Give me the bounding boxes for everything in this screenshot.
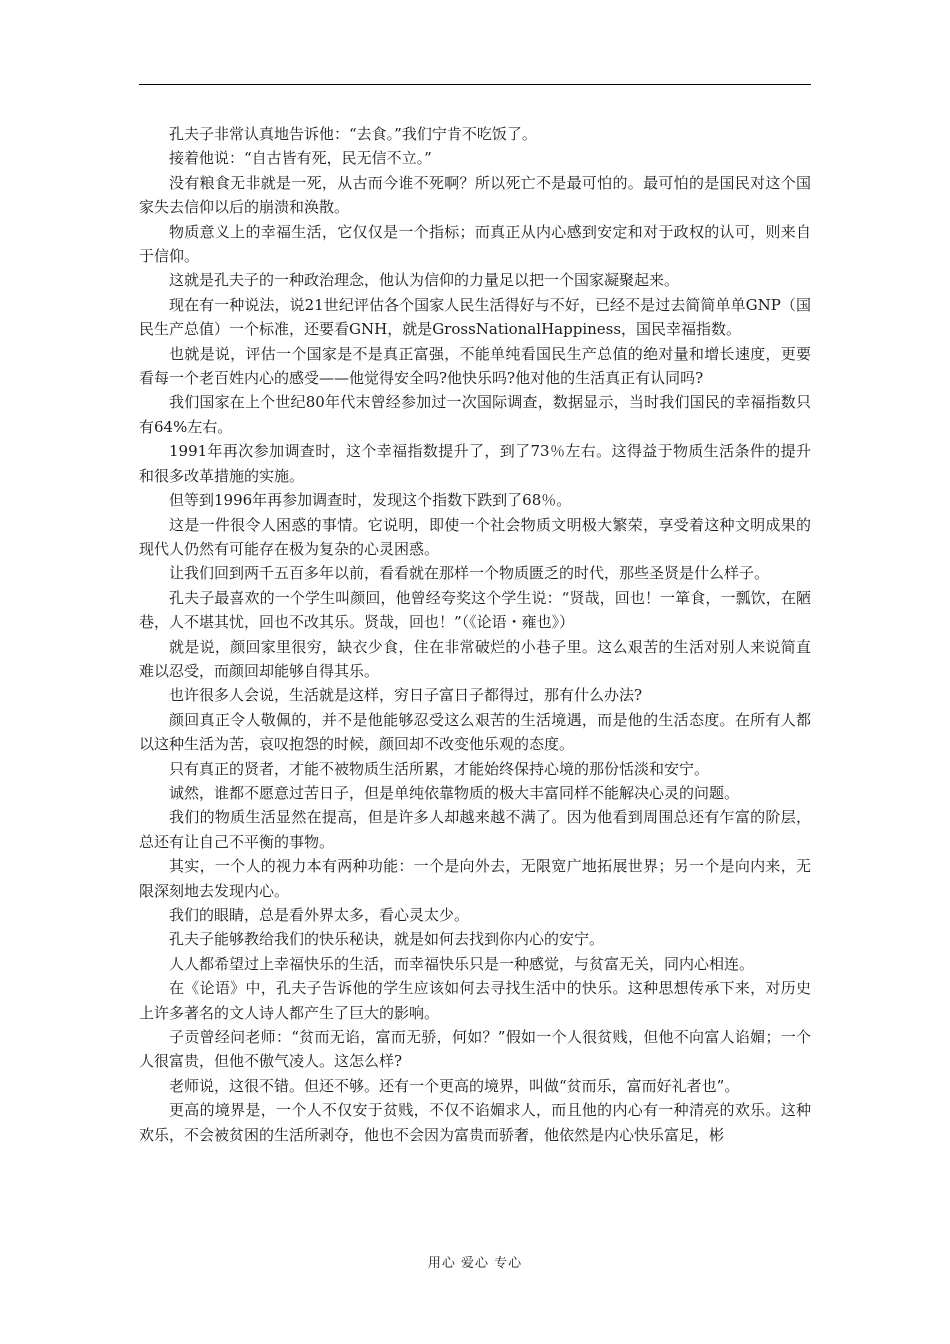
paragraph: 让我们回到两千五百多年以前，看看就在那样一个物质匮乏的时代，那些圣贤是什么样子。 [169, 564, 770, 583]
paragraph: 更高的境界是，一个人不仅安于贫贱，不仅不谄媚求人，而且他的内心有一种清亮的欢乐。这种欢乐，不会被贫困的生活所剥夺，他也不会因为富贵而骄奢，他依然是内心快乐富足，彬 [139, 1101, 811, 1144]
paragraph: 但等到1996年再参加调查时，发现这个指数下跌到了68％。 [169, 491, 572, 510]
paragraph: 这是一件很令人困惑的事情。它说明，即使一个社会物质文明极大繁荣，享受着这种文明成果的现代人仍然有可能存在极为复杂的心灵困惑。 [139, 515, 811, 558]
paragraph: 只有真正的贤者，才能不被物质生活所累，才能始终保持心境的那份恬淡和安宁。 [169, 759, 710, 778]
paragraph: 物质意义上的幸福生活，它仅仅是一个指标；而真正从内心感到安定和对于政权的认可，则来自于信仰。 [139, 222, 811, 266]
paragraph: 子贡曾经问老师：“贫而无谄，富而无骄，何如？”假如一个人很贫贱，但他不向富人谄媚；一个人很富贵，但他不傲气凌人。这怎么样? [139, 1028, 811, 1071]
paragraph: 孔夫子最喜欢的一个学生叫颜回，他曾经夸奖这个学生说：“贤哉，回也！一箪食，一瓢饮，在陋巷，人不堪其忧，回也不改其乐。贤哉，回也！”（《论语・雍也》） [139, 588, 811, 632]
paragraph: 也就是说，评估一个国家是不是真正富强，不能单纯看国民生产总值的绝对量和增长速度，更要看每一个老百姓内心的感受——他觉得安全吗?他快乐吗?他对他的生活真正有认同吗? [139, 344, 811, 388]
paragraph: 1991年再次参加调查时，这个幸福指数提升了，到了73％左右。这得益于物质生活条件的提升和很多改革措施的实施。 [139, 442, 811, 485]
paragraph: 我们的眼睛，总是看外界太多，看心灵太少。 [169, 906, 470, 924]
paragraph: 人人都希望过上幸福快乐的生活，而幸福快乐只是一种感觉，与贫富无关，同内心相连。 [169, 954, 755, 973]
paragraph: 在《论语》中，孔夫子告诉他的学生应该如何去寻找生活中的快乐。这种思想传承下来，对历史上许多著名的文人诗人都产生了巨大的影响。 [139, 979, 811, 1022]
paragraph: 现在有一种说法，说21世纪评估各个国家人民生活得好与不好，已经不是过去简简单单GNP（国民生产总值）一个标准，还要看GNH，就是GrossNationalHappiness，国民幸福指数。 [139, 295, 811, 339]
paragraph: 我们国家在上个世纪80年代末曾经参加过一次国际调查，数据显示，当时我们国民的幸福指数只有64%左右。 [139, 393, 811, 436]
page-footer: 用心 爱心 专心 [427, 1256, 523, 1271]
paragraph: 诚然，谁都不愿意过苦日子，但是单纯依靠物质的极大丰富同样不能解决心灵的问题。 [169, 783, 740, 802]
paragraph: 孔夫子能够教给我们的快乐秘诀，就是如何去找到你内心的安宁。 [169, 930, 605, 949]
paragraph: 就是说，颜回家里很穷，缺衣少食，住在非常破烂的小巷子里。这么艰苦的生活对别人来说简直难以忍受，而颜回却能够自得其乐。 [139, 637, 811, 680]
paragraph: 其实，一个人的视力本有两种功能：一个是向外去，无限宽广地拓展世界；另一个是向内来，无限深刻地去发现内心。 [139, 857, 811, 900]
paragraph: 没有粮食无非就是一死，从古而今谁不死啊？所以死亡不是最可怕的。最可怕的是国民对这个国家失去信仰以后的崩溃和涣散。 [139, 173, 811, 217]
document-body [139, 122, 811, 1147]
paragraph: 这就是孔夫子的一种政治理念，他认为信仰的力量足以把一个国家凝聚起来。 [169, 271, 680, 290]
paragraph: 孔夫子非常认真地告诉他：“去食。”我们宁肯不吃饭了。 [169, 125, 537, 143]
paragraph: 老师说，这很不错。但还不够。还有一个更高的境界，叫做“贫而乐，富而好礼者也”。 [169, 1076, 740, 1095]
paragraph: 我们的物质生活显然在提高，但是许多人却越来越不满了。因为他看到周围总还有乍富的阶层，总还有让自己不平衡的事物。 [139, 808, 811, 851]
paragraph: 颜回真正令人敬佩的，并不是他能够忍受这么艰苦的生活境遇，而是他的生活态度。在所有人都以这种生活为苦，哀叹抱怨的时候，颜回却不改变他乐观的态度。 [139, 710, 811, 754]
header-rule [139, 84, 811, 85]
paragraph: 也许很多人会说，生活就是这样，穷日子富日子都得过，那有什么办法? [169, 686, 643, 705]
paragraph: 接着他说：“自古皆有死，民无信不立。” [169, 149, 432, 168]
